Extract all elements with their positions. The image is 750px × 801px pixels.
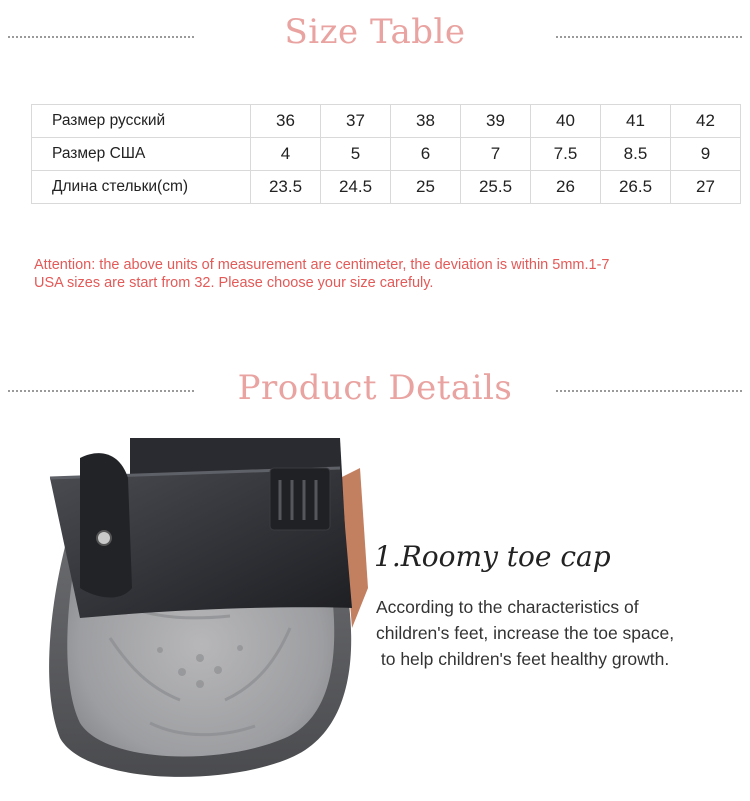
table-cell: 8.5 bbox=[601, 138, 671, 171]
attention-line-2: USA sizes are start from 32. Please choose your size carefuly. bbox=[34, 275, 434, 291]
table-cell: 5 bbox=[321, 138, 391, 171]
table-cell: 25.5 bbox=[461, 171, 531, 204]
table-cell: 7.5 bbox=[531, 138, 601, 171]
table-cell: 23.5 bbox=[251, 171, 321, 204]
table-cell: 27 bbox=[671, 171, 741, 204]
table-row bbox=[32, 171, 741, 204]
table-row bbox=[32, 138, 741, 171]
table-cell: 38 bbox=[391, 105, 461, 138]
table-cell: 24.5 bbox=[321, 171, 391, 204]
size-table-header bbox=[0, 6, 750, 66]
table-cell: 37 bbox=[321, 105, 391, 138]
feature-title: 1.Roomy toe cap bbox=[374, 540, 611, 573]
feature-desc-line: According to the characteristics of bbox=[376, 597, 639, 617]
row-label-usa-size: Размер США bbox=[32, 138, 251, 171]
row-label-russian-size: Размер русский bbox=[32, 105, 251, 138]
table-cell: 6 bbox=[391, 138, 461, 171]
table-cell: 9 bbox=[671, 138, 741, 171]
table-row bbox=[32, 105, 741, 138]
sandal-photo bbox=[40, 438, 370, 783]
product-details-header bbox=[0, 360, 750, 420]
size-table-title: Size Table bbox=[284, 12, 466, 52]
feature-description bbox=[376, 594, 736, 672]
feature-desc-line: to help children's feet healthy growth. bbox=[376, 649, 670, 669]
attention-note bbox=[34, 256, 724, 292]
table-cell: 26.5 bbox=[601, 171, 671, 204]
attention-line-1: Attention: the above units of measurement are centimeter, the deviation is within 5mm.1-7 bbox=[34, 257, 610, 273]
table-cell: 40 bbox=[531, 105, 601, 138]
feature-desc-line: children's feet, increase the toe space, bbox=[376, 623, 675, 643]
table-cell: 42 bbox=[671, 105, 741, 138]
table-cell: 25 bbox=[391, 171, 461, 204]
product-details-title: Product Details bbox=[237, 368, 513, 408]
dotted-divider-right bbox=[556, 390, 742, 392]
table-cell: 26 bbox=[531, 171, 601, 204]
table-cell: 36 bbox=[251, 105, 321, 138]
dotted-divider-right bbox=[556, 36, 742, 38]
size-table bbox=[31, 104, 741, 204]
table-cell: 7 bbox=[461, 138, 531, 171]
table-cell: 4 bbox=[251, 138, 321, 171]
table-cell: 39 bbox=[461, 105, 531, 138]
row-label-insole-length: Длина стельки(cm) bbox=[32, 171, 251, 204]
table-cell: 41 bbox=[601, 105, 671, 138]
